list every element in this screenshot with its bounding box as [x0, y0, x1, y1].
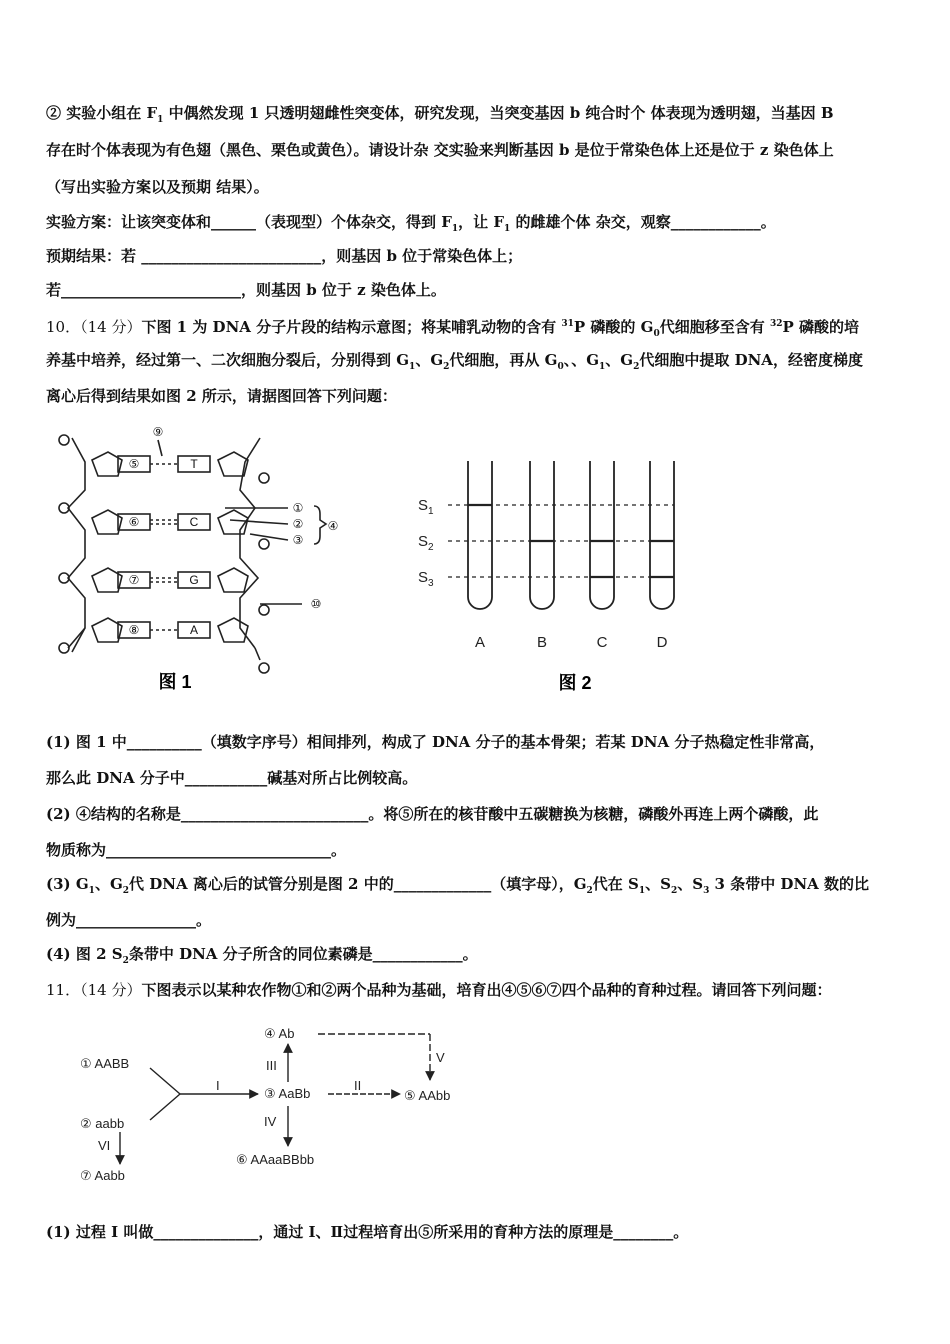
variety-6: ⑥ AAaaBBbb: [236, 1152, 315, 1167]
tube-d: D: [656, 634, 668, 651]
q11-line1: 11．（14 分）下图表示以某种农作物①和②两个品种为基础，培育出④⑤⑥⑦四个品种的育种过程。请回答下列问题：: [46, 981, 832, 999]
p1-line2: 存在时个体表现为有色翅（黑色、栗色或黄色）。请设计杂 交实验来判断基因 b 是位于常染色体上还是位于 z 染色体上: [46, 141, 834, 159]
variety-4: ④ Ab: [264, 1026, 295, 1041]
p1-line6: 若________________________，则基因 b 位于 z 染色体上。: [46, 281, 446, 299]
q10-sub3: (3) $G_1$、$G_2$代 DNA 离心后的试管分别是图 2 中的_____________（填字母），$G_2$代在 $S_1$、$S_2$、$S_3$ 3 条带中 DNA 数的比: [46, 875, 870, 896]
band-s2: $S_2$: [418, 533, 434, 553]
label-c7: ⑦: [128, 573, 140, 587]
variety-1: ① AABB: [80, 1056, 130, 1071]
base-g: G: [189, 573, 199, 587]
q10-sub1-cont: 那么此 DNA 分子中___________碱基对所占比例较高。: [46, 769, 418, 787]
p1-line3: （写出实验方案以及预期 结果）。: [46, 178, 269, 196]
base-c: C: [189, 515, 199, 529]
process-vi: VI: [98, 1138, 111, 1153]
label-n2: ②: [292, 517, 304, 531]
q10-sub1: (1) 图 1 中__________（填数字序号）相间排列，构成了 DNA 分子的基本骨架；若某 DNA 分子热稳定性非常高，: [46, 733, 825, 751]
variety-7: ⑦ Aabb: [80, 1168, 125, 1183]
base-t: T: [190, 457, 198, 471]
p1-line1: ② 实验小组在 $F_1$ 中偶然发现 1 只透明翅雌性突变体，研究发现，当突变基因 b 纯合时个 体表现为透明翅，当基因 B: [46, 104, 834, 125]
process-iii: III: [266, 1058, 277, 1073]
figure-2-caption: 图 2: [558, 673, 592, 693]
q10-sub2-cont: 物质称为______________________________。: [46, 841, 347, 859]
q11-sub1: (1) 过程 I 叫做______________，通过 I、Ⅱ过程培育出⑤所采用的育种方法的原理是________。: [46, 1223, 689, 1241]
q10-line1: 10．（14 分）下图 1 为 DNA 分子片段的结构示意图；将某哺乳动物的含有 $^{31}$P 磷酸的 $G_0$代细胞移至含有 $^{32}$P 磷酸的培: [46, 318, 859, 339]
label-c9: ⑨: [152, 425, 164, 439]
p1-line4: 实验方案：让该突变体和______（表现型）个体杂交，得到 $F_1$，让 $F_1$ 的雌雄个体 杂交，观察____________。: [46, 213, 776, 234]
process-iv: IV: [264, 1114, 277, 1129]
figure-2-centrifuge-tubes: [410, 455, 700, 695]
process-v: V: [436, 1050, 445, 1065]
label-n10: ⑩: [310, 597, 322, 611]
tube-c: C: [596, 634, 608, 651]
p1-line5: 预期结果：若 ________________________，则基因 b 位于常染色体上；: [46, 247, 523, 265]
tube-b: B: [536, 634, 548, 651]
process-i: I: [216, 1078, 220, 1093]
label-n4: ④: [327, 519, 339, 533]
figure-1-caption: 图 1: [158, 672, 192, 692]
variety-3: ③ AaBb: [264, 1086, 311, 1101]
label-c8: ⑧: [128, 623, 140, 637]
label-n1: ①: [292, 501, 304, 515]
tube-a: A: [474, 634, 486, 651]
q10-line2: 养基中培养，经过第一、二次细胞分裂后，分别得到 $G_1$、$G_2$代细胞，再从 $G_0$、、$G_1$、$G_2$代细胞中提取 DNA，经密度梯度: [46, 351, 863, 372]
figure-1-dna-diagram: [50, 420, 340, 700]
variety-2: ② aabb: [80, 1116, 125, 1131]
label-c5: ⑤: [128, 457, 140, 471]
band-s3: $S_3$: [418, 569, 434, 589]
figure-3-breeding-diagram: [70, 1018, 500, 1198]
base-a: A: [189, 623, 199, 637]
q10-sub3-cont: 例为________________。: [46, 911, 212, 929]
q10-sub2: (2) ④结构的名称是_________________________。将⑤所在的核苷酸中五碳糖换为核糖，磷酸外再连上两个磷酸，此: [46, 805, 819, 823]
process-ii: II: [354, 1078, 362, 1093]
label-n3: ③: [292, 533, 304, 547]
q10-sub4: (4) 图 2 $S_2$条带中 DNA 分子所含的同位素磷是____________。: [46, 945, 478, 966]
q10-line3: 离心后得到结果如图 2 所示，请据图回答下列问题：: [46, 387, 397, 405]
band-s1: $S_1$: [418, 497, 434, 517]
variety-5: ⑤ AAbb: [404, 1088, 451, 1103]
label-c6: ⑥: [128, 515, 140, 529]
